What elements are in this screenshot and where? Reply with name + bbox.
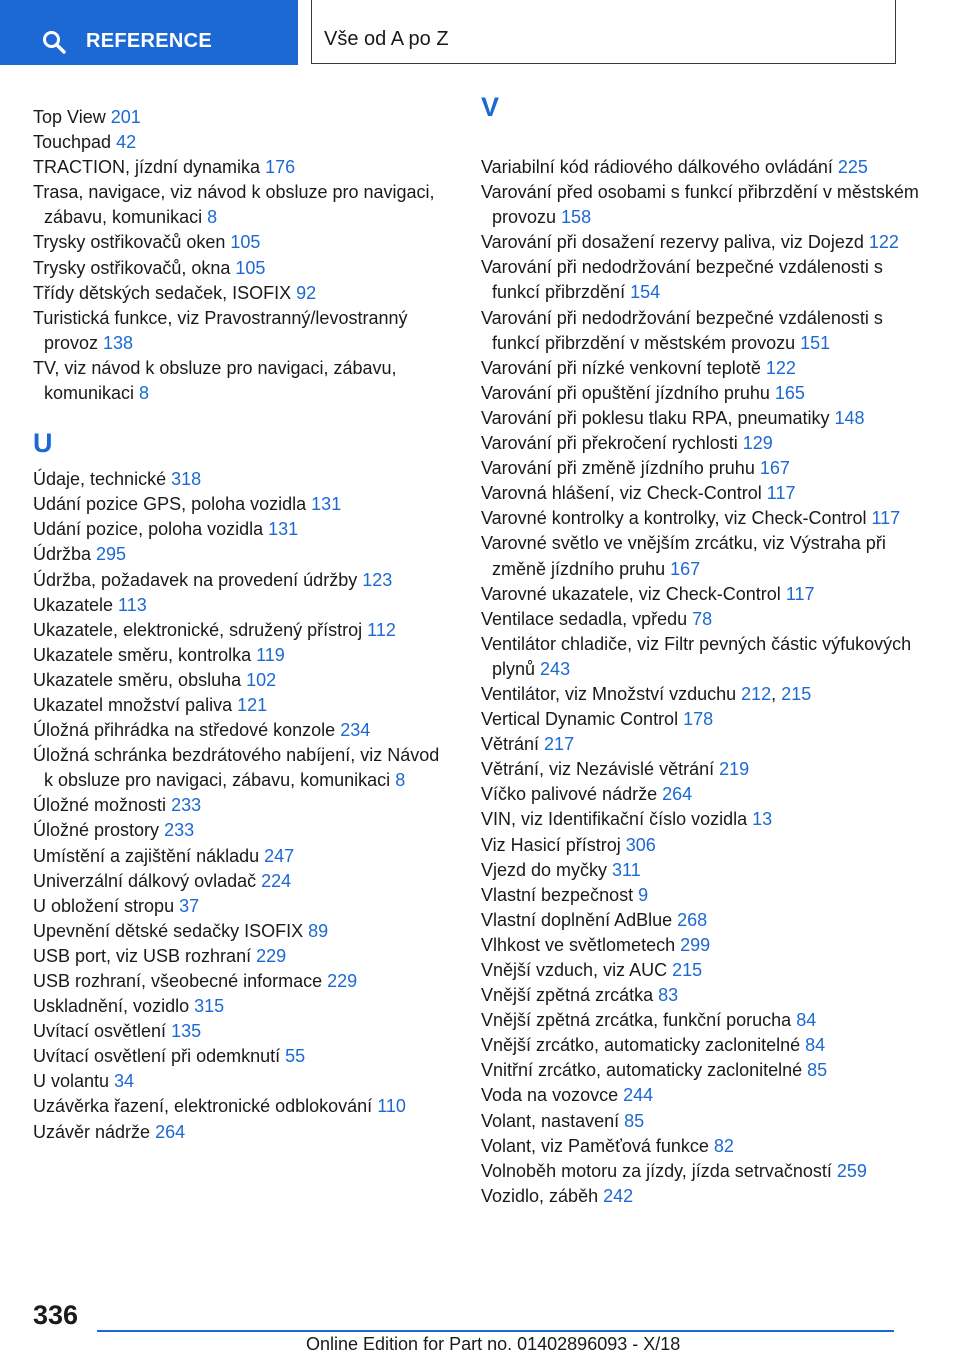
page-link[interactable]: 92 bbox=[296, 282, 317, 303]
entry-text: Vozidlo, záběh bbox=[481, 1185, 604, 1206]
entry-text: Udání pozice GPS, poloha vozidla bbox=[33, 494, 312, 515]
entry-text: Volant, viz Paměťová funkce bbox=[481, 1135, 714, 1156]
index-entry bbox=[481, 607, 921, 632]
index-entry bbox=[481, 732, 921, 757]
index-entry bbox=[481, 1134, 921, 1159]
index-entry bbox=[33, 718, 453, 743]
page-link[interactable]: 117 bbox=[871, 508, 901, 529]
index-entry bbox=[481, 180, 921, 230]
page-link[interactable]: 259 bbox=[836, 1160, 867, 1181]
page-link[interactable]: 217 bbox=[544, 734, 575, 755]
page-link[interactable]: 131 bbox=[311, 494, 342, 515]
index-entry bbox=[481, 782, 921, 807]
entry-text: Umístění a zajištění nákladu bbox=[33, 845, 265, 866]
page-link[interactable]: 229 bbox=[256, 945, 287, 966]
index-entry bbox=[481, 933, 921, 958]
page-link[interactable]: 42 bbox=[116, 132, 137, 153]
page-link[interactable]: 158 bbox=[561, 207, 592, 228]
entry-text: TV, viz návod k obsluze pro navigaci, zábavu, komunikaci bbox=[33, 357, 397, 404]
entry-text: Uskladnění, vozidlo bbox=[33, 996, 195, 1017]
index-entry bbox=[481, 506, 921, 531]
page-link[interactable]: 212 bbox=[741, 683, 772, 704]
index-entry bbox=[33, 180, 453, 230]
page-link[interactable]: 306 bbox=[625, 834, 656, 855]
page-link[interactable]: 117 bbox=[785, 583, 815, 604]
entry-text: Větrání, viz Nezávislé větrání bbox=[481, 759, 720, 780]
entries-u bbox=[33, 467, 453, 1145]
page-link[interactable]: 8 bbox=[207, 207, 218, 228]
page-link[interactable]: 37 bbox=[179, 895, 200, 916]
index-entry: Ventilátor, viz Množství vzduchu 212, 215 bbox=[481, 683, 812, 704]
page-link[interactable]: 34 bbox=[114, 1071, 135, 1092]
entry-text: Varovné ukazatele, viz Check-Control bbox=[481, 583, 786, 604]
entry-text: Trysky ostřikovačů oken bbox=[33, 232, 231, 253]
entry-text: USB rozhraní, všeobecné informace bbox=[33, 971, 328, 991]
index-entry bbox=[481, 431, 921, 456]
entry-text: Ukazatele směru, obsluha bbox=[33, 669, 247, 690]
entry-text: Ventilátor, viz Množství vzduchu bbox=[481, 683, 742, 704]
page-link[interactable]: 165 bbox=[774, 382, 805, 403]
index-entry bbox=[33, 869, 453, 894]
page-link[interactable]: 268 bbox=[677, 909, 708, 930]
page-link[interactable]: 242 bbox=[603, 1185, 634, 1206]
page-link[interactable]: 113 bbox=[118, 594, 147, 615]
index-entry bbox=[481, 1184, 921, 1209]
page-link[interactable]: 215 bbox=[672, 960, 703, 980]
entry-text: Ukazatele směru, kontrolka bbox=[33, 644, 257, 665]
index-entry bbox=[33, 356, 453, 406]
page-link[interactable]: 78 bbox=[692, 608, 713, 629]
entries-v bbox=[481, 155, 921, 1209]
page-link[interactable]: 225 bbox=[837, 157, 868, 177]
index-entry bbox=[481, 958, 921, 983]
index-entry bbox=[33, 969, 453, 994]
entry-text: Vnější vzduch, viz AUC bbox=[481, 960, 673, 980]
entry-text: Vlastní doplnění AdBlue bbox=[481, 909, 678, 930]
index-entry bbox=[481, 356, 921, 381]
page-link[interactable]: 247 bbox=[264, 845, 295, 866]
index-entry bbox=[33, 693, 453, 718]
entry-text: Údaje, technické bbox=[33, 469, 172, 490]
index-entry bbox=[33, 994, 453, 1019]
page-link[interactable]: 318 bbox=[171, 469, 202, 490]
entry-text: Touchpad bbox=[33, 132, 117, 153]
entry-text: Univerzální dálkový ovladač bbox=[33, 870, 262, 891]
right-column bbox=[481, 155, 921, 1209]
index-entry bbox=[33, 230, 453, 255]
index-entry bbox=[481, 230, 921, 255]
page-link[interactable]: 234 bbox=[340, 720, 371, 741]
page-link[interactable]: 83 bbox=[658, 985, 679, 1006]
reference-label: REFERENCE bbox=[86, 30, 213, 52]
page-link[interactable]: 129 bbox=[742, 433, 773, 454]
entry-text: Varování před osobami s funkcí přibrzdění v městském provozu bbox=[481, 182, 919, 228]
entry-text: Úložné možnosti bbox=[33, 795, 172, 816]
entry-text: VIN, viz Identifikační číslo vozidla bbox=[481, 809, 753, 830]
entry-text: Trysky ostřikovačů, okna bbox=[33, 257, 236, 278]
page-link[interactable]: 264 bbox=[662, 784, 693, 805]
entry-text: U obložení stropu bbox=[33, 895, 180, 916]
index-entry bbox=[481, 883, 921, 908]
entry-text: Udání pozice, poloha vozidla bbox=[33, 519, 269, 540]
entry-text: Vnější zpětná zrcátka bbox=[481, 985, 659, 1006]
reference-tab[interactable] bbox=[0, 0, 298, 65]
index-entry bbox=[33, 467, 453, 492]
entry-text: Varování při překročení rychlosti bbox=[481, 433, 743, 454]
page-link[interactable]: 219 bbox=[719, 759, 750, 780]
index-entry bbox=[33, 944, 453, 969]
index-entry bbox=[481, 531, 921, 581]
page-link[interactable]: 82 bbox=[713, 1135, 734, 1156]
entry-text: Vnější zpětná zrcátka, funkční porucha bbox=[481, 1010, 797, 1031]
index-entry bbox=[33, 818, 453, 843]
entry-text: Top View bbox=[33, 107, 111, 127]
index-entry bbox=[33, 306, 453, 356]
entry-text: Varování při změně jízdního pruhu bbox=[481, 458, 760, 479]
index-entry bbox=[33, 643, 453, 668]
page-link[interactable]: 9 bbox=[638, 884, 649, 905]
index-entry bbox=[481, 833, 921, 858]
page-link[interactable]: 105 bbox=[235, 257, 266, 278]
entry-text: Variabilní kód rádiového dálkového ovládání bbox=[481, 157, 838, 177]
index-entry bbox=[33, 281, 453, 306]
entry-text: Úložná schránka bezdrátového nabíjení, viz Návod k obsluze pro navigaci, zábavu, komunikaci bbox=[33, 745, 440, 791]
page-link[interactable]: 122 bbox=[765, 357, 796, 378]
index-entry bbox=[33, 1019, 453, 1044]
entry-text: U volantu bbox=[33, 1071, 115, 1092]
page-link[interactable]: 201 bbox=[110, 107, 141, 127]
entry-text: Ventilátor chladiče, viz Filtr pevných částic výfukových plynů bbox=[481, 633, 912, 679]
index-entry bbox=[33, 844, 453, 869]
page-link[interactable]: 135 bbox=[171, 1021, 202, 1042]
entry-text: Voda na vozovce bbox=[481, 1085, 624, 1106]
index-entry bbox=[481, 1083, 921, 1108]
entry-text: Trasa, navigace, viz návod k obsluze pro navigaci, zábavu, komunikaci bbox=[33, 182, 435, 228]
entry-text: Ventilace sedadla, vpředu bbox=[481, 608, 693, 629]
page-link[interactable]: 315 bbox=[194, 996, 225, 1017]
page-link[interactable]: 244 bbox=[623, 1085, 654, 1106]
entry-text: Upevnění dětské sedačky ISOFIX bbox=[33, 920, 309, 941]
page-link[interactable]: 84 bbox=[796, 1010, 817, 1031]
index-entry bbox=[33, 1094, 453, 1119]
index-entry bbox=[481, 1058, 921, 1083]
entry-text: Ukazatele bbox=[33, 594, 119, 615]
entry-text: USB port, viz USB rozhraní bbox=[33, 945, 257, 966]
footer-divider bbox=[97, 1330, 894, 1332]
page-link[interactable]: 131 bbox=[268, 519, 299, 540]
index-entry bbox=[33, 492, 453, 517]
index-entry bbox=[481, 1159, 921, 1184]
page-link[interactable]: 311 bbox=[612, 859, 641, 880]
entry-text: Varování při dosažení rezervy paliva, viz Dojezd bbox=[481, 232, 869, 253]
page-link[interactable]: 148 bbox=[834, 407, 865, 428]
index-entry bbox=[33, 568, 453, 593]
entry-text: Větrání bbox=[481, 734, 545, 755]
index-entry bbox=[33, 743, 453, 793]
index-entry bbox=[481, 406, 921, 431]
index-entry bbox=[481, 1109, 921, 1134]
index-entry bbox=[481, 456, 921, 481]
index-entry bbox=[481, 707, 921, 732]
entry-text: Varování při nedodržování bezpečné vzdálenosti s funkcí přibrzdění v městském provozu bbox=[481, 307, 883, 353]
entry-text: Vlhkost ve světlometech bbox=[481, 934, 681, 955]
entry-text: Varovná hlášení, viz Check-Control bbox=[481, 483, 767, 504]
entry-text: Volant, nastavení bbox=[481, 1110, 625, 1131]
page-link[interactable]: 178 bbox=[683, 709, 714, 730]
entry-text: Vnější zrcátko, automaticky zaclonitelné bbox=[481, 1035, 806, 1056]
page-link[interactable]: 167 bbox=[670, 558, 701, 579]
index-entry bbox=[481, 306, 921, 356]
entry-text: Uvítací osvětlení při odemknutí bbox=[33, 1046, 286, 1067]
entry-text: Vjezd do myčky bbox=[481, 859, 613, 880]
index-entry bbox=[481, 1033, 921, 1058]
index-entry bbox=[33, 1044, 453, 1069]
index-entry bbox=[33, 618, 453, 643]
index-entry bbox=[481, 858, 921, 883]
page-link[interactable]: 122 bbox=[868, 232, 899, 253]
page-link[interactable]: 85 bbox=[807, 1060, 828, 1081]
index-entry bbox=[481, 381, 921, 406]
entry-text: Volnoběh motoru za jízdy, jízda setrvačností bbox=[481, 1160, 837, 1181]
index-entry bbox=[481, 807, 921, 832]
page-link[interactable]: 121 bbox=[237, 694, 268, 715]
page-link[interactable]: 13 bbox=[752, 809, 773, 830]
entry-text: Víčko palivové nádrže bbox=[481, 784, 663, 805]
entry-text: Uzávěr nádrže bbox=[33, 1121, 156, 1142]
entry-text: Viz Hasicí přístroj bbox=[481, 834, 626, 855]
page-link[interactable]: 55 bbox=[285, 1046, 306, 1067]
index-entry bbox=[33, 919, 453, 944]
index-entry bbox=[33, 593, 453, 618]
page-link[interactable]: 224 bbox=[261, 870, 292, 891]
entry-text: Varovné kontrolky a kontrolky, viz Check-Control bbox=[481, 508, 872, 529]
entry-text: Turistická funkce, viz Pravostranný/levostranný provoz bbox=[33, 307, 408, 353]
page-link[interactable]: 167 bbox=[759, 458, 790, 479]
entry-text: Ukazatel množství paliva bbox=[33, 694, 238, 715]
index-entry bbox=[481, 908, 921, 933]
page-link[interactable]: 299 bbox=[680, 934, 711, 955]
index-entry bbox=[33, 542, 453, 567]
index-entry bbox=[33, 668, 453, 693]
index-entry bbox=[481, 1008, 921, 1033]
entry-text: Varovné světlo ve vnějším zrcátku, viz Výstraha při změně jízdního pruhu bbox=[481, 533, 886, 579]
edition-footer: Online Edition for Part no. 01402896093 - X/18 bbox=[306, 1334, 681, 1354]
search-icon bbox=[42, 30, 66, 54]
page-link[interactable]: 8 bbox=[139, 383, 150, 404]
index-entry bbox=[33, 517, 453, 542]
index-entry bbox=[33, 793, 453, 818]
section-title: Vše od A po Z bbox=[324, 28, 449, 50]
page-link[interactable]: 229 bbox=[327, 971, 358, 991]
page-link[interactable]: 138 bbox=[103, 332, 134, 353]
index-entry bbox=[33, 256, 453, 281]
index-entry bbox=[33, 130, 453, 155]
page-link[interactable]: 243 bbox=[540, 658, 571, 679]
page-link[interactable]: 176 bbox=[265, 157, 296, 178]
index-entry bbox=[33, 1120, 453, 1145]
index-entry bbox=[481, 632, 921, 682]
entry-text: Uzávěrka řazení, elektronické odblokování bbox=[33, 1096, 378, 1117]
page-link[interactable]: 151 bbox=[800, 332, 831, 353]
entry-text: Varování při opuštění jízdního pruhu bbox=[481, 382, 775, 403]
index-entry bbox=[33, 155, 453, 180]
page-link[interactable]: 112 bbox=[367, 619, 396, 640]
page-link[interactable]: 110 bbox=[377, 1096, 406, 1117]
page-link[interactable]: 233 bbox=[171, 795, 202, 816]
page-link[interactable]: 123 bbox=[362, 569, 393, 590]
entry-text: Třídy dětských sedaček, ISOFIX bbox=[33, 282, 297, 303]
page-link[interactable]: 102 bbox=[246, 669, 277, 690]
index-entry bbox=[481, 481, 921, 506]
entry-text: Uvítací osvětlení bbox=[33, 1021, 172, 1042]
page-link[interactable]: 119 bbox=[256, 644, 285, 665]
page-link[interactable]: 105 bbox=[230, 232, 261, 253]
page-link[interactable]: 85 bbox=[624, 1110, 645, 1131]
page-link[interactable]: 8 bbox=[395, 770, 406, 791]
entry-text: Varování při nedodržování bezpečné vzdálenosti s funkcí přibrzdění bbox=[481, 257, 883, 303]
index-entry bbox=[481, 255, 921, 305]
entry-text: Vlastní bezpečnost bbox=[481, 884, 639, 905]
index-entry bbox=[33, 894, 453, 919]
section-title-tab bbox=[311, 0, 896, 64]
entry-text: Varování při nízké venkovní teplotě bbox=[481, 357, 766, 378]
entry-text: Vnitřní zrcátko, automaticky zaclonitelné bbox=[481, 1060, 808, 1081]
entry-text: Údržba bbox=[33, 544, 97, 565]
entry-text: Úložné prostory bbox=[33, 820, 165, 841]
letter-heading-u: U bbox=[33, 428, 53, 459]
index-entry bbox=[481, 155, 921, 180]
entry-text: Úložná přihrádka na středové konzole bbox=[33, 720, 341, 741]
page-number: 336 bbox=[33, 1300, 79, 1330]
index-entry bbox=[481, 757, 921, 782]
letter-heading-v: V bbox=[481, 92, 500, 122]
index-entry bbox=[481, 582, 921, 607]
page-link[interactable]: 295 bbox=[96, 544, 127, 565]
entry-text: TRACTION, jízdní dynamika bbox=[33, 157, 266, 178]
page-link[interactable]: 264 bbox=[155, 1121, 186, 1142]
page-link[interactable]: 215 bbox=[781, 683, 812, 704]
index-entry bbox=[33, 105, 453, 130]
index-entry bbox=[481, 983, 921, 1008]
entries-t bbox=[33, 105, 453, 406]
entry-text: Vertical Dynamic Control bbox=[481, 709, 684, 730]
page-link[interactable]: 154 bbox=[630, 282, 661, 303]
entry-text: Ukazatele, elektronické, sdružený přístroj bbox=[33, 619, 368, 640]
entry-text: Varování při poklesu tlaku RPA, pneumatiky bbox=[481, 407, 835, 428]
page-link[interactable]: 89 bbox=[308, 920, 329, 941]
page-link[interactable]: 84 bbox=[805, 1035, 826, 1056]
page-link[interactable]: 233 bbox=[164, 820, 195, 841]
entry-text: Údržba, požadavek na provedení údržby bbox=[33, 569, 363, 590]
page-link[interactable]: 117 bbox=[766, 483, 796, 504]
left-column bbox=[33, 105, 453, 1145]
index-entry bbox=[33, 1069, 453, 1094]
